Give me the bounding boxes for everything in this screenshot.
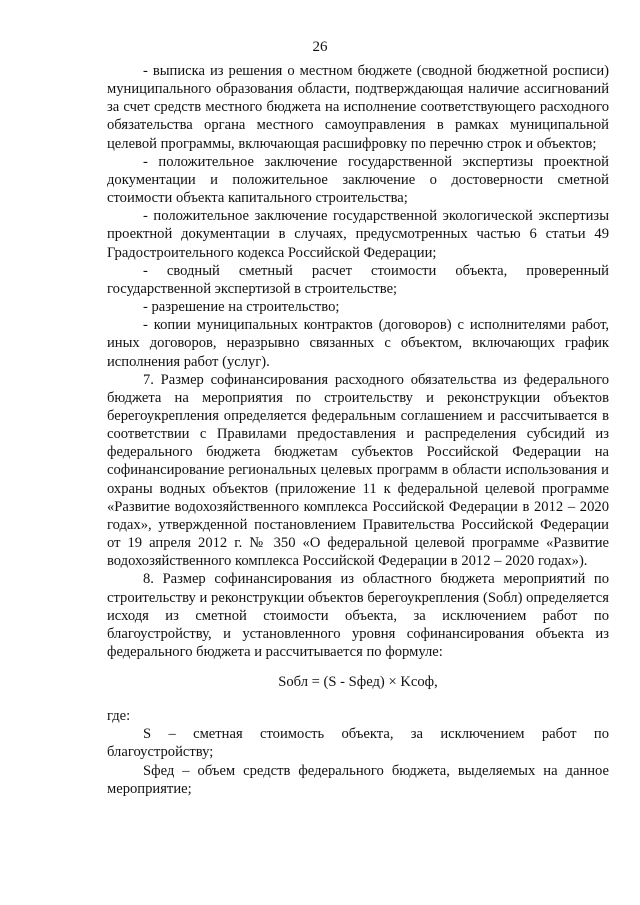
list-item-budget-extract: - выписка из решения о местном бюджете (сводной бюджетной росписи) муниципального образования области, подтверждающая наличие ассигнований за счет средств местного бюджета на исполнение соответствующего расходного обязательства органа местного самоуправления в рамках муниципальной целевой программы, включающая расшифровку по перечню строк и объектов; <box>107 63 609 152</box>
formula: Sобл = (S - Sфед) × Kсоф, <box>278 674 438 691</box>
definition-s: S – сметная стоимость объекта, за исключением работ по благоустройству; <box>107 726 609 761</box>
clause-7: 7. Размер софинансирования расходного обязательства из федерального бюджета на мероприятия по строительству и реконструкции объектов берегоукрепления определяется федеральным соглашением и рассчитывается в соответствии с Правилами предоставления и распределения субсидий из федерального бюджета бюджетам субъектов Российской Федерации на софинансирование региональных целевых программ в области использования и охраны водных объектов (приложение 11 к федеральной целевой программе «Развитие водохозяйственного комплекса Российской Федерации в 2012 – 2020 годах», утвержденной постановлением Правительства Российской Федерации от 19 апреля 2012 г. № 350 «О федеральной целевой программе «Развитие водохозяйственного комплекса Российской Федерации в 2012 – 2020 годах»). <box>107 371 609 570</box>
list-item-state-expertise: - положительное заключение государственной экспертизы проектной документации и положительное заключение о достоверности сметной стоимости объекта капитального строительства; <box>107 153 609 207</box>
page-number: 26 <box>312 39 328 55</box>
where-label: где: <box>107 708 131 725</box>
definition-sfed: Sфед – объем средств федерального бюджета, выделяемых на данное мероприятие; <box>107 762 609 797</box>
list-item-contract-copies: - копии муниципальных контрактов (договоров) с исполнителями работ, иных договоров, неразрывно связанных с объектом, включающих график исполнения работ (услуг). <box>107 317 609 370</box>
list-item-ecological-expertise: - положительное заключение государственной экологической экспертизы проектной документации в случаях, предусмотренных частью 6 статьи 49 Градостроительного кодекса Российской Федерации; <box>107 208 609 261</box>
clause-8: 8. Размер софинансирования из областного бюджета мероприятий по строительству и реконструкции объектов берегоукрепления (Sобл) определяется исходя из сметной стоимости объекта, за исключением работ по благоустройству, и установленного уровня софинансирования объекта из федерального бюджета и рассчитывается по формуле: <box>107 571 609 660</box>
document-body <box>107 62 609 798</box>
list-item-building-permit: - разрешение на строительство; <box>143 299 340 316</box>
list-item-cost-estimate: - сводный сметный расчет стоимости объекта, проверенный государственной экспертизой в строительстве; <box>107 262 609 297</box>
